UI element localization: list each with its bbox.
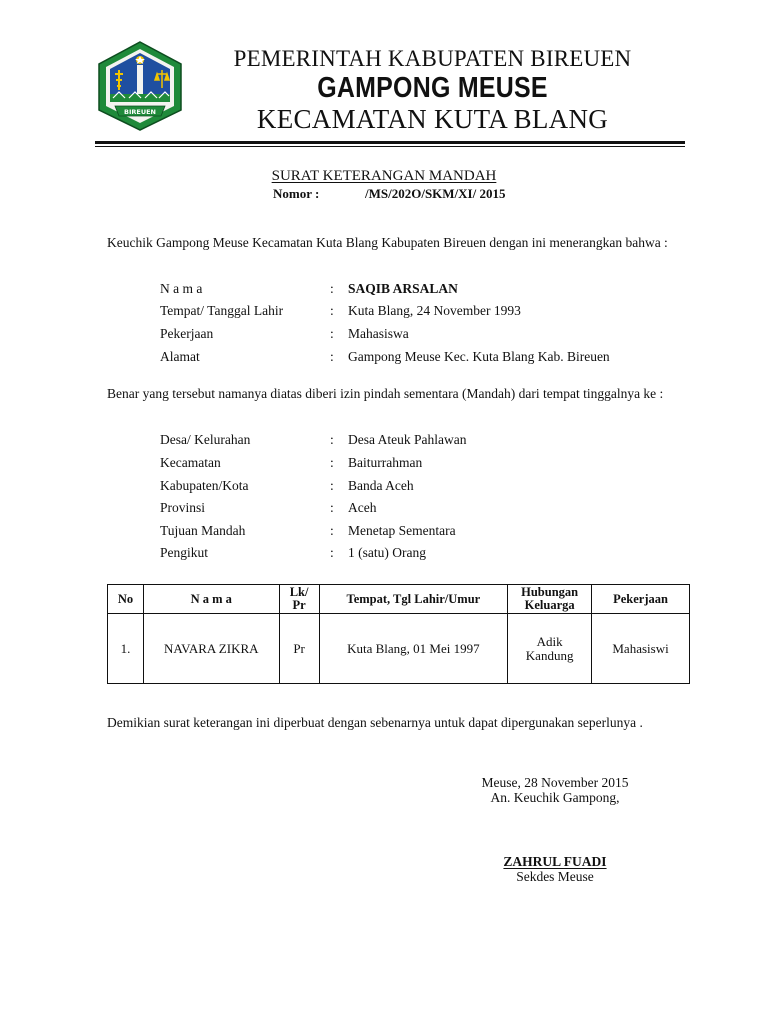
- header-no: No: [108, 585, 144, 614]
- field-colon: :: [330, 478, 334, 493]
- field-value: Aceh: [348, 500, 377, 515]
- field-label: Kabupaten/Kota: [160, 478, 249, 493]
- field-colon: :: [330, 545, 334, 560]
- field-value: Mahasiswa: [348, 326, 409, 341]
- field-value: Gampong Meuse Kec. Kuta Blang Kab. Bireuen: [348, 349, 610, 364]
- letter-title: SURAT KETERANGAN MANDAH: [271, 168, 497, 184]
- signature-on-behalf: An. Keuchik Gampong,: [490, 790, 620, 805]
- header-gender: Lk/ Pr: [279, 585, 319, 614]
- table-row: [108, 614, 690, 684]
- closing-paragraph: Demikian surat keterangan ini diperbuat dengan sebenarnya untuk dapat dipergunakan seperlunya .: [107, 715, 643, 730]
- signatory-position: Sekdes Meuse: [516, 869, 594, 884]
- field-value: Menetap Sementara: [348, 523, 456, 538]
- cell-birth: Kuta Blang, 01 Mei 1997: [319, 614, 508, 684]
- field-colon: :: [330, 500, 334, 515]
- followers-table: [107, 584, 690, 684]
- header-occupation: Pekerjaan: [592, 585, 690, 614]
- header-relationship: Hubungan Keluarga: [508, 585, 592, 614]
- field-label: Tempat/ Tanggal Lahir: [160, 303, 284, 318]
- field-colon: :: [330, 281, 334, 296]
- field-label: Alamat: [160, 349, 200, 364]
- table-header-row: [108, 585, 690, 614]
- field-colon: :: [330, 455, 334, 470]
- opening-paragraph: Keuchik Gampong Meuse Kecamatan Kuta Blang Kabupaten Bireuen dengan ini menerangkan bahwa :: [107, 235, 668, 250]
- letterhead-district-line: KECAMATAN KUTA BLANG: [256, 104, 609, 134]
- letterhead-rule-thin: [95, 146, 685, 147]
- field-label: Pekerjaan: [160, 326, 214, 341]
- letter-number-label: Nomor :: [273, 186, 320, 201]
- statement-paragraph: Benar yang tersebut namanya diatas diberi izin pindah sementara (Mandah) dari tempat tinggalnya ke :: [107, 386, 664, 401]
- header-name: N a m a: [143, 585, 279, 614]
- letterhead-village-line: GAMPONG MEUSE: [317, 72, 548, 104]
- field-value: 1 (satu) Orang: [348, 545, 426, 560]
- field-value: SAQIB ARSALAN: [348, 281, 458, 296]
- letter-number-value: /MS/202O/SKM/XI/ 2015: [365, 186, 506, 201]
- field-label: Desa/ Kelurahan: [160, 432, 251, 447]
- letter-number: [273, 186, 505, 202]
- cell-occupation: Mahasiswi: [592, 614, 690, 684]
- logo-ribbon-label: BIREUEN: [124, 108, 156, 116]
- cell-no: 1.: [108, 614, 144, 684]
- field-value: Banda Aceh: [348, 478, 414, 493]
- field-value: Kuta Blang, 24 November 1993: [348, 303, 521, 318]
- letterhead-government-line: PEMERINTAH KABUPATEN BIREUEN: [233, 46, 632, 71]
- header-birth: Tempat, Tgl Lahir/Umur: [319, 585, 508, 614]
- field-label: Kecamatan: [160, 455, 221, 470]
- signatory-name: ZAHRUL FUADI: [503, 854, 607, 869]
- bireuen-regency-logo: [95, 40, 185, 132]
- field-label: Provinsi: [160, 500, 206, 515]
- signature-place-date: Meuse, 28 November 2015: [481, 775, 629, 790]
- field-label: Pengikut: [160, 545, 209, 560]
- field-label: Tujuan Mandah: [160, 523, 246, 538]
- cell-name: NAVARA ZIKRA: [143, 614, 279, 684]
- cell-gender: Pr: [279, 614, 319, 684]
- field-value: Baiturrahman: [348, 455, 423, 470]
- field-colon: :: [330, 326, 334, 341]
- field-value: Desa Ateuk Pahlawan: [348, 432, 467, 447]
- cell-relationship: Adik Kandung: [508, 614, 592, 684]
- field-colon: :: [330, 432, 334, 447]
- field-label: N a m a: [160, 281, 203, 296]
- field-colon: :: [330, 523, 334, 538]
- field-colon: :: [330, 303, 334, 318]
- letterhead-rule-thick: [95, 141, 685, 144]
- field-colon: :: [330, 349, 334, 364]
